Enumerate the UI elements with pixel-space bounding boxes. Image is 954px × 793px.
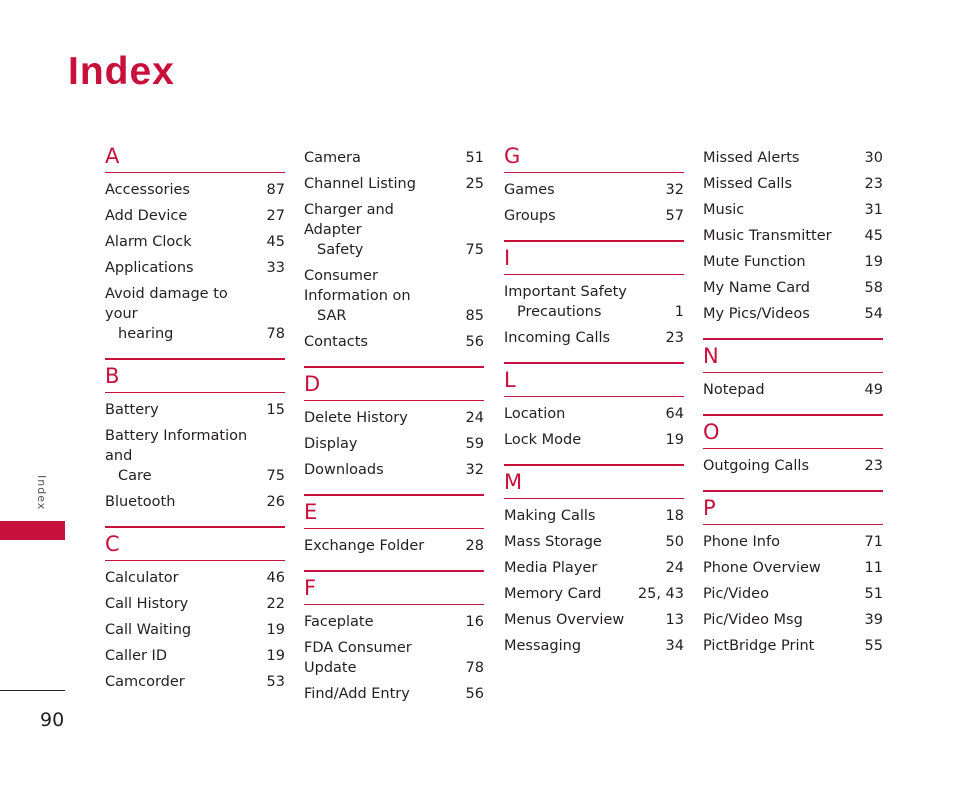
index-section-i (504, 240, 684, 348)
entry-label: Contacts (304, 334, 368, 350)
entry-label: Battery (105, 402, 159, 418)
entry-label: Phone Info (703, 534, 780, 550)
page-title: Index (68, 50, 175, 93)
index-entry (304, 200, 484, 260)
entry-label: My Name Card (703, 280, 811, 296)
index-section-p (703, 490, 883, 656)
page-number: 90 (40, 709, 65, 731)
entry-label: Notepad (703, 382, 765, 398)
entry-label: Caller ID (105, 648, 168, 664)
index-entry (703, 610, 883, 630)
entry-page-number: 56 (465, 686, 484, 702)
index-entry (304, 266, 484, 326)
entry-label: Important Safety (504, 284, 627, 300)
index-entry (504, 404, 684, 424)
entry-label: Pic/Video (703, 586, 769, 602)
entry-label: Media Player (504, 560, 598, 576)
index-section-o (703, 414, 883, 476)
entry-page-number: 51 (864, 586, 883, 602)
footer-rule (0, 690, 65, 691)
index-entry (703, 636, 883, 656)
side-section-label: Index (35, 475, 48, 511)
entry-label: PictBridge Print (703, 638, 815, 654)
entry-label-continued: Precautions (517, 304, 602, 320)
index-section-f (304, 570, 484, 704)
index-entry (105, 594, 285, 614)
entry-page-number: 51 (465, 150, 484, 166)
entry-label: Find/Add Entry (304, 686, 410, 702)
section-letter: O (703, 420, 720, 444)
index-entry (703, 200, 883, 220)
entry-page-number: 16 (465, 614, 484, 630)
index-entry (703, 380, 883, 400)
entry-page-number: 45 (864, 228, 883, 244)
section-header (105, 140, 285, 173)
index-entry (304, 536, 484, 556)
entry-label: Battery Information and (105, 428, 248, 464)
section-letter: C (105, 532, 120, 556)
index-section-n (703, 338, 883, 400)
index-entry (703, 532, 883, 552)
entry-label: Call Waiting (105, 622, 192, 638)
entry-page-number: 50 (665, 534, 684, 550)
section-header (105, 358, 285, 393)
index-entry (504, 532, 684, 552)
index-entry (703, 278, 883, 298)
index-section-m (504, 464, 684, 656)
index-entry (105, 672, 285, 692)
index-entry (703, 174, 883, 194)
entry-label-continued: Safety (317, 242, 364, 258)
section-letter: P (703, 496, 716, 520)
index-section-c (105, 526, 285, 692)
index-entry (703, 304, 883, 324)
entry-label: Consumer Information on (304, 268, 411, 304)
index-entry (304, 684, 484, 704)
index-entry (105, 258, 285, 278)
entry-label: Groups (504, 208, 556, 224)
entry-label: Memory Card (504, 586, 602, 602)
entry-label: Camcorder (105, 674, 185, 690)
entry-page-number: 18 (665, 508, 684, 524)
side-tab-marker (0, 521, 65, 540)
index-entry (304, 332, 484, 352)
entry-label: Camera (304, 150, 361, 166)
entry-page-number: 49 (864, 382, 883, 398)
index-entry (105, 568, 285, 588)
index-entry (703, 148, 883, 168)
index-entry (703, 558, 883, 578)
index-entry (504, 328, 684, 348)
index-section-b (105, 358, 285, 512)
section-header (504, 362, 684, 397)
entry-page-number: 11 (864, 560, 883, 576)
entry-page-number: 33 (266, 260, 285, 276)
index-entry (504, 610, 684, 630)
entry-page-number: 15 (266, 402, 285, 418)
entry-label-continued: SAR (317, 308, 347, 324)
entry-page-number: 23 (864, 458, 883, 474)
entry-label: FDA Consumer Update (304, 640, 412, 676)
entry-label: My Pics/Videos (703, 306, 810, 322)
index-entry (304, 612, 484, 632)
section-letter: D (304, 372, 321, 396)
entry-label: Downloads (304, 462, 384, 478)
section-header (703, 490, 883, 525)
section-letter: A (105, 144, 120, 168)
entry-page-number: 22 (266, 596, 285, 612)
section-header (703, 338, 883, 373)
index-section-l (504, 362, 684, 450)
index-column-2 (304, 140, 484, 718)
entry-page-number: 58 (864, 280, 883, 296)
entry-label: Faceplate (304, 614, 374, 630)
entry-label: Outgoing Calls (703, 458, 810, 474)
entry-label: Exchange Folder (304, 538, 425, 554)
section-letter: L (504, 368, 516, 392)
entry-label: Mute Function (703, 254, 806, 270)
entry-page-number: 71 (864, 534, 883, 550)
entry-page-number: 56 (465, 334, 484, 350)
entry-page-number: 75 (266, 468, 285, 484)
entry-page-number: 57 (665, 208, 684, 224)
index-entry (304, 638, 484, 678)
index-entry (105, 620, 285, 640)
section-letter: E (304, 500, 318, 524)
index-entry (304, 148, 484, 168)
entry-page-number: 19 (665, 432, 684, 448)
entry-page-number: 78 (465, 660, 484, 676)
index-section-e (304, 494, 484, 556)
entry-label: Bluetooth (105, 494, 176, 510)
section-letter: I (504, 246, 511, 270)
section-header (703, 414, 883, 449)
entry-page-number: 53 (266, 674, 285, 690)
index-section-a (105, 140, 285, 344)
entry-page-number: 32 (465, 462, 484, 478)
entry-label: Missed Alerts (703, 150, 800, 166)
entry-label: Incoming Calls (504, 330, 611, 346)
entry-label: Messaging (504, 638, 582, 654)
entry-label: Display (304, 436, 358, 452)
entry-page-number: 85 (465, 308, 484, 324)
index-entry (703, 252, 883, 272)
entry-label: Menus Overview (504, 612, 625, 628)
section-header (304, 570, 484, 605)
section-letter: F (304, 576, 317, 600)
entry-label: Applications (105, 260, 194, 276)
index-section-d (304, 366, 484, 480)
entry-label: Call History (105, 596, 189, 612)
index-entry (105, 180, 285, 200)
index-entry (105, 426, 285, 486)
index-entry (504, 558, 684, 578)
section-header (504, 140, 684, 173)
entry-page-number: 55 (864, 638, 883, 654)
entry-page-number: 30 (864, 150, 883, 166)
index-column-1 (105, 140, 285, 706)
section-header (504, 240, 684, 275)
section-letter: G (504, 144, 521, 168)
entry-page-number: 45 (266, 234, 285, 250)
entry-page-number: 19 (266, 622, 285, 638)
index-entry (105, 400, 285, 420)
entry-page-number: 24 (465, 410, 484, 426)
entry-label: Missed Calls (703, 176, 793, 192)
entry-page-number: 23 (665, 330, 684, 346)
entry-label: Alarm Clock (105, 234, 192, 250)
index-entry (703, 456, 883, 476)
index-entry (504, 506, 684, 526)
entry-page-number: 25, 43 (637, 586, 684, 602)
entry-label-continued: hearing (118, 326, 174, 342)
entry-label: Mass Storage (504, 534, 602, 550)
entry-label: Delete History (304, 410, 408, 426)
entry-page-number: 19 (864, 254, 883, 270)
index-entry (504, 430, 684, 450)
section-header (504, 464, 684, 499)
entry-page-number: 24 (665, 560, 684, 576)
index-column-4 (703, 140, 883, 670)
index-entry (105, 206, 285, 226)
index-section-continued (304, 148, 484, 352)
entry-page-number: 75 (465, 242, 484, 258)
entry-label: Music (703, 202, 745, 218)
entry-page-number: 34 (665, 638, 684, 654)
entry-page-number: 1 (674, 304, 684, 320)
entry-page-number: 32 (665, 182, 684, 198)
entry-page-number: 59 (465, 436, 484, 452)
entry-page-number: 27 (266, 208, 285, 224)
entry-page-number: 46 (266, 570, 285, 586)
section-header (304, 494, 484, 529)
section-letter: N (703, 344, 719, 368)
entry-label-continued: Care (118, 468, 152, 484)
entry-label: Location (504, 406, 566, 422)
section-letter: M (504, 470, 523, 494)
index-entry (703, 226, 883, 246)
entry-page-number: 25 (465, 176, 484, 192)
section-header (105, 526, 285, 561)
entry-page-number: 26 (266, 494, 285, 510)
entry-page-number: 31 (864, 202, 883, 218)
index-entry (304, 460, 484, 480)
section-letter: B (105, 364, 120, 388)
index-section-g (504, 140, 684, 226)
entry-label: Charger and Adapter (304, 202, 394, 238)
entry-page-number: 19 (266, 648, 285, 664)
index-entry (504, 584, 684, 604)
index-entry (105, 646, 285, 666)
entry-page-number: 39 (864, 612, 883, 628)
index-entry (504, 636, 684, 656)
entry-label: Phone Overview (703, 560, 821, 576)
entry-label: Accessories (105, 182, 190, 198)
entry-label: Add Device (105, 208, 188, 224)
index-entry (304, 408, 484, 428)
index-column-3 (504, 140, 684, 670)
entry-label: Avoid damage to your (105, 286, 228, 322)
index-entry (504, 206, 684, 226)
entry-label: Music Transmitter (703, 228, 832, 244)
index-entry (304, 434, 484, 454)
entry-page-number: 64 (665, 406, 684, 422)
entry-label: Making Calls (504, 508, 596, 524)
entry-page-number: 13 (665, 612, 684, 628)
entry-label: Pic/Video Msg (703, 612, 803, 628)
entry-page-number: 23 (864, 176, 883, 192)
index-section-continued (703, 148, 883, 324)
entry-page-number: 54 (864, 306, 883, 322)
index-entry (703, 584, 883, 604)
entry-page-number: 28 (465, 538, 484, 554)
section-header (304, 366, 484, 401)
index-entry (504, 180, 684, 200)
entry-label: Lock Mode (504, 432, 582, 448)
index-entry (304, 174, 484, 194)
entry-page-number: 78 (266, 326, 285, 342)
entry-label: Calculator (105, 570, 179, 586)
index-entry (105, 232, 285, 252)
index-entry (105, 284, 285, 344)
index-entry (504, 282, 684, 322)
index-entry (105, 492, 285, 512)
entry-label: Channel Listing (304, 176, 416, 192)
entry-page-number: 87 (266, 182, 285, 198)
entry-label: Games (504, 182, 555, 198)
